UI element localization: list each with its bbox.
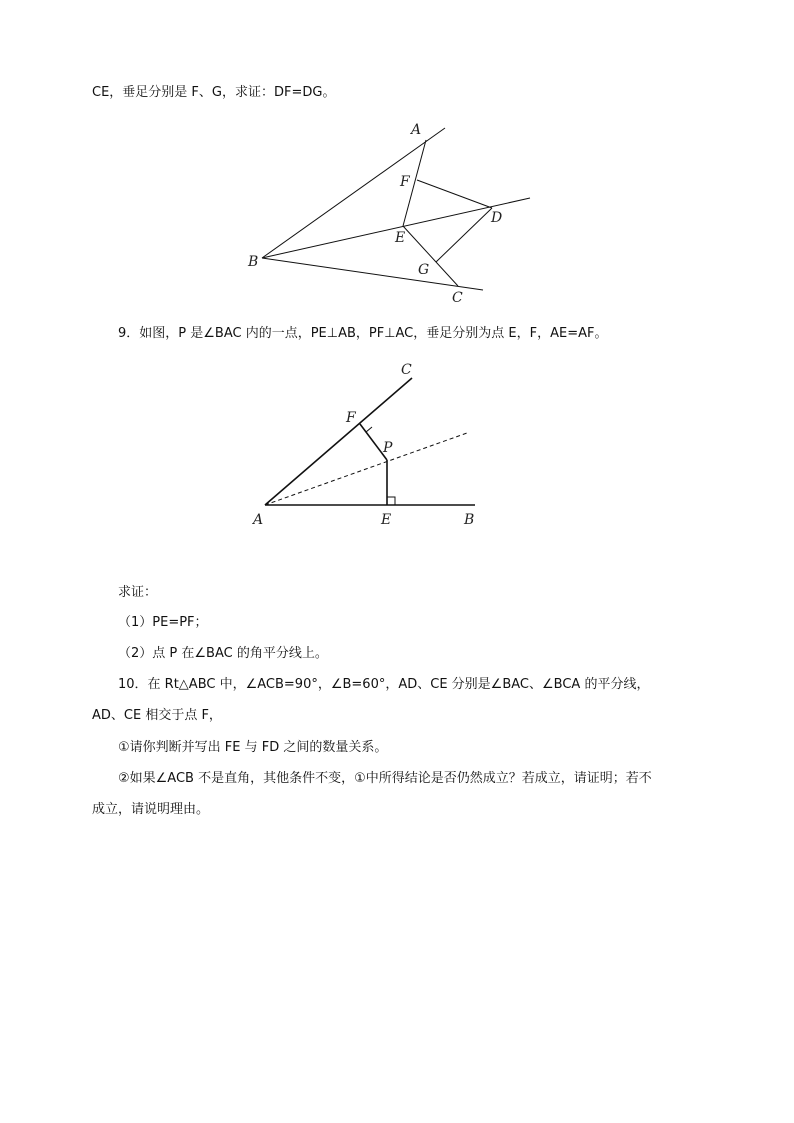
label-F: F bbox=[400, 174, 410, 190]
line-ray-BA bbox=[262, 128, 445, 258]
line-FD bbox=[417, 180, 492, 208]
problem-10-text: 10．在 Rt△ABC 中，∠ACB=90°，∠B=60°，AD、CE 分别是∠BAC、∠BCA 的平分线， bbox=[118, 677, 650, 692]
problem-10-part-2: ②如果∠ACB 不是直角，其他条件不变，①中所得结论是否仍然成立？若成立，请证明；若不 bbox=[118, 771, 652, 786]
label-G: G bbox=[418, 262, 430, 278]
geometry-figure-1 bbox=[240, 118, 540, 308]
problem-10-text-cont: AD、CE 相交于点 F， bbox=[92, 708, 222, 723]
label-E: E bbox=[395, 230, 406, 246]
problem-9-text: 9．如图，P 是∠BAC 内的一点，PE⊥AB，PF⊥AC，垂足分别为点 E，F，AE=AF。 bbox=[118, 326, 608, 341]
line-EC bbox=[403, 226, 458, 286]
label-F: F bbox=[346, 410, 356, 426]
right-angle-mark-E bbox=[387, 497, 395, 505]
label-E: E bbox=[381, 512, 392, 528]
label-B: B bbox=[464, 512, 475, 528]
label-C: C bbox=[401, 362, 412, 378]
problem-10-part-2-cont: 成立，请说明理由。 bbox=[92, 802, 210, 817]
problem-10-part-1: ①请你判断并写出 FE 与 FD 之间的数量关系。 bbox=[118, 740, 388, 755]
label-P: P bbox=[383, 440, 393, 456]
line-ray-BC bbox=[262, 258, 483, 290]
label-B: B bbox=[248, 254, 259, 270]
line-angle-bisector-dashed bbox=[265, 433, 467, 505]
label-D: D bbox=[491, 210, 503, 226]
prove-item-1: （1）PE=PF； bbox=[118, 615, 208, 630]
label-A: A bbox=[411, 122, 422, 138]
label-A: A bbox=[253, 512, 264, 528]
text-line-1: CE，垂足分别是 F、G，求证：DF=DG。 bbox=[92, 85, 336, 100]
label-C: C bbox=[452, 290, 463, 306]
prove-item-2: （2）点 P 在∠BAC 的角平分线上。 bbox=[118, 646, 328, 661]
geometry-figure-2 bbox=[245, 358, 485, 530]
line-DG bbox=[436, 208, 492, 262]
prove-heading: 求证： bbox=[118, 585, 158, 600]
